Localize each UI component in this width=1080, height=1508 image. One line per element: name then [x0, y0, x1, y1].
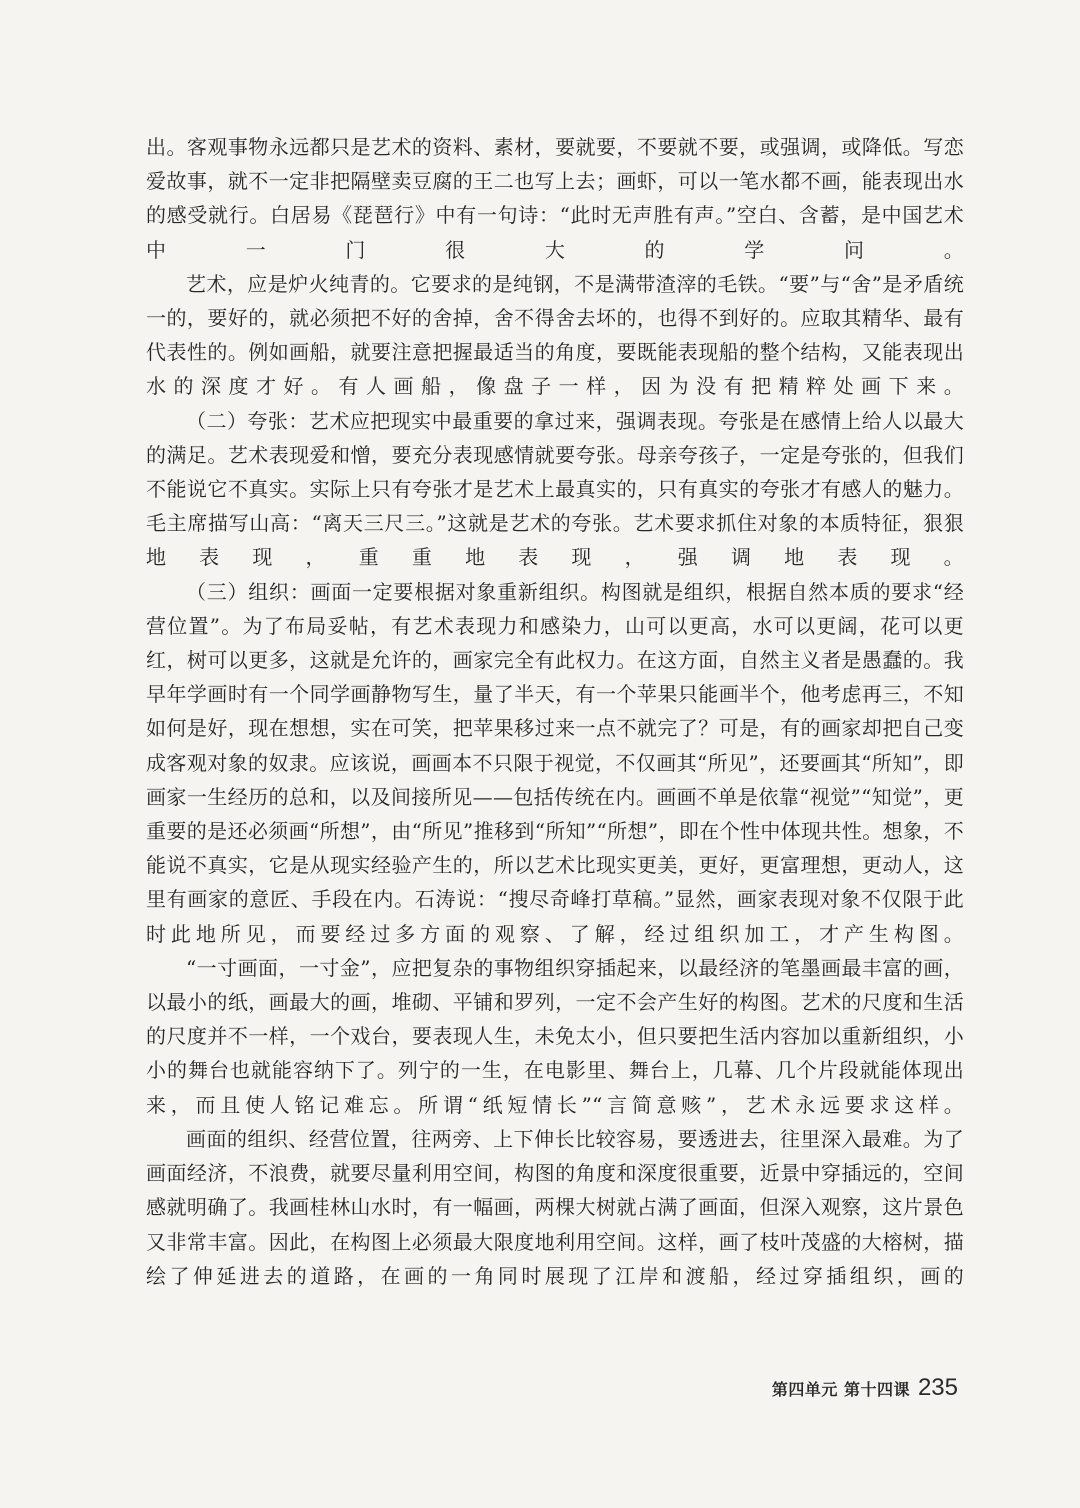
paragraph-2: 艺术，应是炉火纯青的。它要求的是纯钢，不是满带渣滓的毛铁。“要”与“舍”是矛盾统一的，要好的，就必须把不好的舍掉，舍不得舍去坏的，也得不到好的。应取其精华、最有代表性的。例如画船，就要注意把握最适当的角度，要既能表现船的整个结构，又能表现出水的深度才好。有人画船，像盘子一样，因为没有把精粹处画下来。	[146, 271, 964, 399]
paragraph-1: 出。客观事物永远都只是艺术的资料、素材，要就要，不要就不要，或强调，或降低。写恋爱故事，就不一定非把隔壁卖豆腐的王二也写上去；画虾，可以一笔水都不画，能表现出水的感受就行。白居易《琵琶行》中有一句诗：“此时无声胜有声。”空白、含蓄，是中国艺术中一门很大的学问。	[146, 135, 964, 262]
body-text	[146, 130, 964, 1293]
paragraph-6: 画面的组织、经营位置，往两旁、上下伸长比较容易，要透进去，往里深入最难。为了画面经济，不浪费，就要尽量利用空间，构图的角度和深度很重要，近景中穿插远的，空间感就明确了。我画桂林山水时，有一幅画，两棵大树就占满了画面，但深入观察，这片景色又非常丰富。因此，在构图上必须最大限度地利用空间。这样，画了枝叶茂盛的大榕树，描绘了伸延进去的道路，在画的一角同时展现了江岸和渡船，经过穿插组织，画的	[146, 1126, 964, 1288]
page-number: 235	[917, 1374, 958, 1401]
paragraph-3: （二）夸张：艺术应把现实中最重要的拿过来，强调表现。夸张是在感情上给人以最大的满足。艺术表现爱和憎，要充分表现感情就要夸张。母亲夸孩子，一定是夸张的，但我们不能说它不真实。实际上只有夸张才是艺术上最真实的，只有真实的夸张才有感人的魅力。毛主席描写山高：“离天三尺三。”这就是艺术的夸张。艺术要求抓住对象的本质特征，狠狠地表现，重重地表现，强调地表现。	[146, 408, 964, 570]
paragraph-5: “一寸画面，一寸金”，应把复杂的事物组织穿插起来，以最经济的笔墨画最丰富的画，以最小的纸，画最大的画，堆砌、平铺和罗列，一定不会产生好的构图。艺术的尺度和生活的尺度并不一样，一个戏台，要表现人生，未免太小，但只要把生活内容加以重新组织，小小的舞台也就能容纳下了。列宁的一生，在电影里、舞台上，几幕、几个片段就能体现出来，而且使人铭记难忘。所谓“纸短情长”“言简意赅”，艺术永远要求这样。	[146, 955, 964, 1117]
page-footer	[772, 1374, 958, 1402]
unit-lesson-label: 第四单元 第十四课	[771, 1380, 910, 1399]
paragraph-4: （三）组织：画面一定要根据对象重新组织。构图就是组织，根据自然本质的要求“经营位置”。为了布局妥帖，有艺术表现力和感染力，山可以更高，水可以更阔，花可以更红，树可以更多，这就是允许的，画家完全有此权力。在这方面，自然主义者是愚蠢的。我早年学画时有一个同学画静物写生，量了半天，有一个苹果只能画半个，他考虑再三，不知如何是好，现在想想，实在可笑，把苹果移过来一点不就完了？可是，有的画家却把自己变成客观对象的奴隶。应该说，画画本不只限于视觉，不仅画其“所见”，还要画其“所知”，即画家一生经历的总和，以及间接所见——包括传统在内。画画不单是依靠“视觉”“知觉”，更重要的是还必须画“所想”，由“所见”推移到“所知”“所想”，即在个性中体现共性。想象，不能说不真实，它是从现实经验产生的，所以艺术比现实更美，更好，更富理想，更动人，这里有画家的意匠、手段在内。石涛说：“搜尽奇峰打草稿。”显然，画家表现对象不仅限于此时此地所见，而要经过多方面的观察、了解，经过组织加工，才产生构图。	[146, 579, 964, 946]
